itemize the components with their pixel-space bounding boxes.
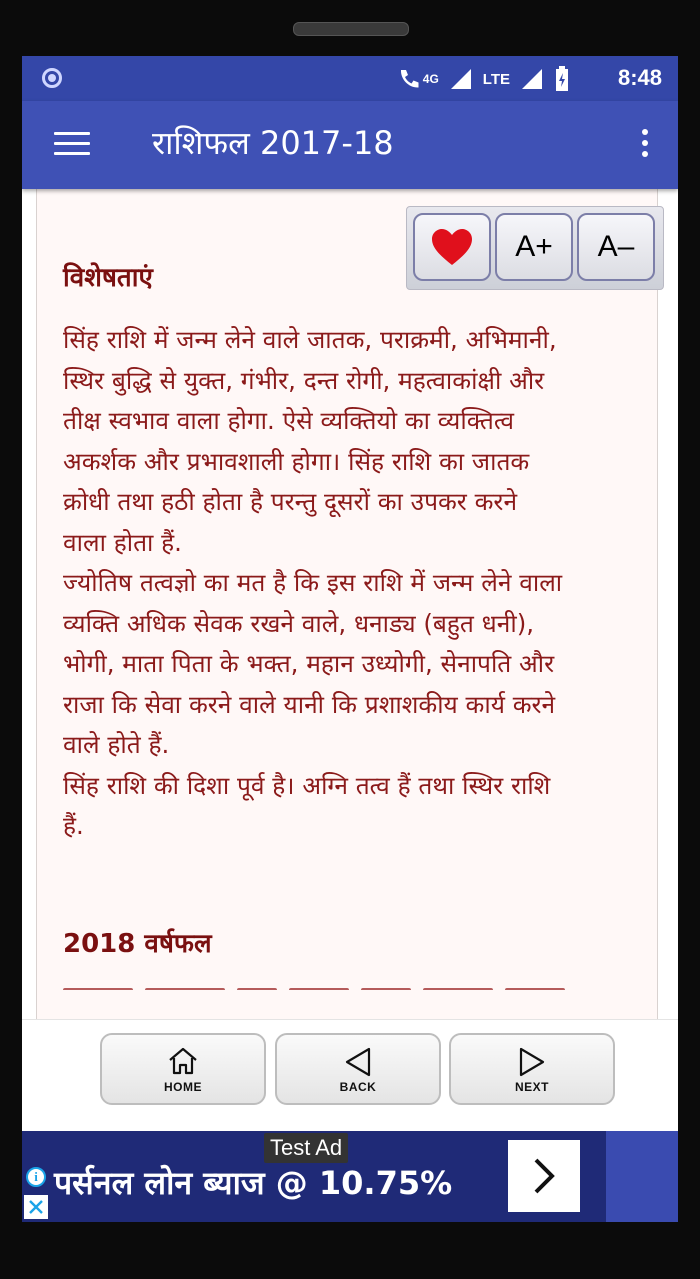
content-area[interactable] xyxy=(22,189,678,1019)
ad-text[interactable]: पर्सनल लोन ब्याज @ 10.75% xyxy=(54,1164,453,1202)
font-decrease-button[interactable] xyxy=(577,213,655,281)
back-arrow-icon xyxy=(344,1047,372,1077)
status-bar xyxy=(22,56,678,101)
battery-icon xyxy=(554,66,570,92)
wifi-calling-icon xyxy=(397,67,439,91)
app-bar xyxy=(22,101,678,189)
home-button[interactable] xyxy=(100,1033,266,1105)
overflow-menu-icon[interactable] xyxy=(640,129,650,163)
ad-banner[interactable] xyxy=(22,1131,678,1222)
next-arrow-icon xyxy=(518,1047,546,1077)
font-decrease-label: A– xyxy=(597,230,635,263)
next-button[interactable] xyxy=(449,1033,615,1105)
notification-icon xyxy=(42,68,62,88)
ad-info-icon[interactable]: i xyxy=(26,1167,46,1187)
home-label: HOME xyxy=(164,1080,202,1094)
next-label: NEXT xyxy=(514,1080,549,1094)
signal-icon xyxy=(449,67,473,91)
network-4g-label: 4G xyxy=(422,72,439,86)
truncated-text-line-2 xyxy=(63,978,643,990)
phone-speaker xyxy=(293,22,409,36)
ad-content[interactable] xyxy=(22,1131,606,1222)
test-ad-label: Test Ad xyxy=(264,1133,348,1163)
status-icons xyxy=(397,65,570,93)
network-lte-label: LTE xyxy=(482,70,510,88)
font-increase-label: A+ xyxy=(515,230,553,263)
home-icon xyxy=(167,1047,199,1075)
ad-cta-button[interactable] xyxy=(508,1140,580,1212)
heading-traits: विशेषताएं xyxy=(63,263,153,293)
app-title: राशिफल 2017-18 xyxy=(152,124,394,162)
font-increase-button[interactable] xyxy=(495,213,573,281)
menu-icon[interactable] xyxy=(54,132,90,158)
ad-side-panel xyxy=(606,1131,678,1222)
lte-icon xyxy=(483,71,510,88)
chevron-right-icon xyxy=(530,1156,558,1196)
heading-forecast: 2018 वर्षफल xyxy=(63,929,212,959)
signal-icon-2 xyxy=(520,67,544,91)
traits-paragraph: सिंह राशि में जन्म लेने वाले जातक, पराक्रमी, अभिमानी, स्थिर बुद्धि से युक्त, गंभीर, दन्त रोगी, महत्वाकांक्षी और तीक्ष स्वभाव वाला होगा. ऐसे व्यक्तियो का व्यक्तित्व अकर्शक और प्रभावशाली होगा। सिंह राशि का जातक क्रोधी तथा हठी होता है परन्तु दूसरों का उपकर करने वाला होता हैं. ज्योतिष तत्वज्ञो का मत है कि इस राशि में जन्म लेने वाला व्यक्ति अधिक सेवक रखने वाले, धनाड्य (बहुत धनी), भोगी, माता पिता के भक्त, महान उध्योगी, सेनापति और राजा कि सेवा करने वाले यानी कि प्रशाशकीय कार्य करने वाले होते हैं. सिंह राशि की दिशा पूर्व है। अग्नि तत्व हैं तथा स्थिर राशि हैं. xyxy=(63,325,563,840)
font-action-group xyxy=(406,206,664,290)
favorite-button[interactable] xyxy=(413,213,491,281)
back-label: BACK xyxy=(339,1080,377,1094)
heart-icon xyxy=(430,227,474,267)
content-card xyxy=(36,189,658,1019)
status-time: 8:48 xyxy=(617,65,662,90)
bottom-navigation xyxy=(22,1019,678,1132)
phone-screen xyxy=(22,56,678,1222)
ad-close-icon[interactable] xyxy=(24,1195,48,1219)
back-button[interactable] xyxy=(275,1033,441,1105)
